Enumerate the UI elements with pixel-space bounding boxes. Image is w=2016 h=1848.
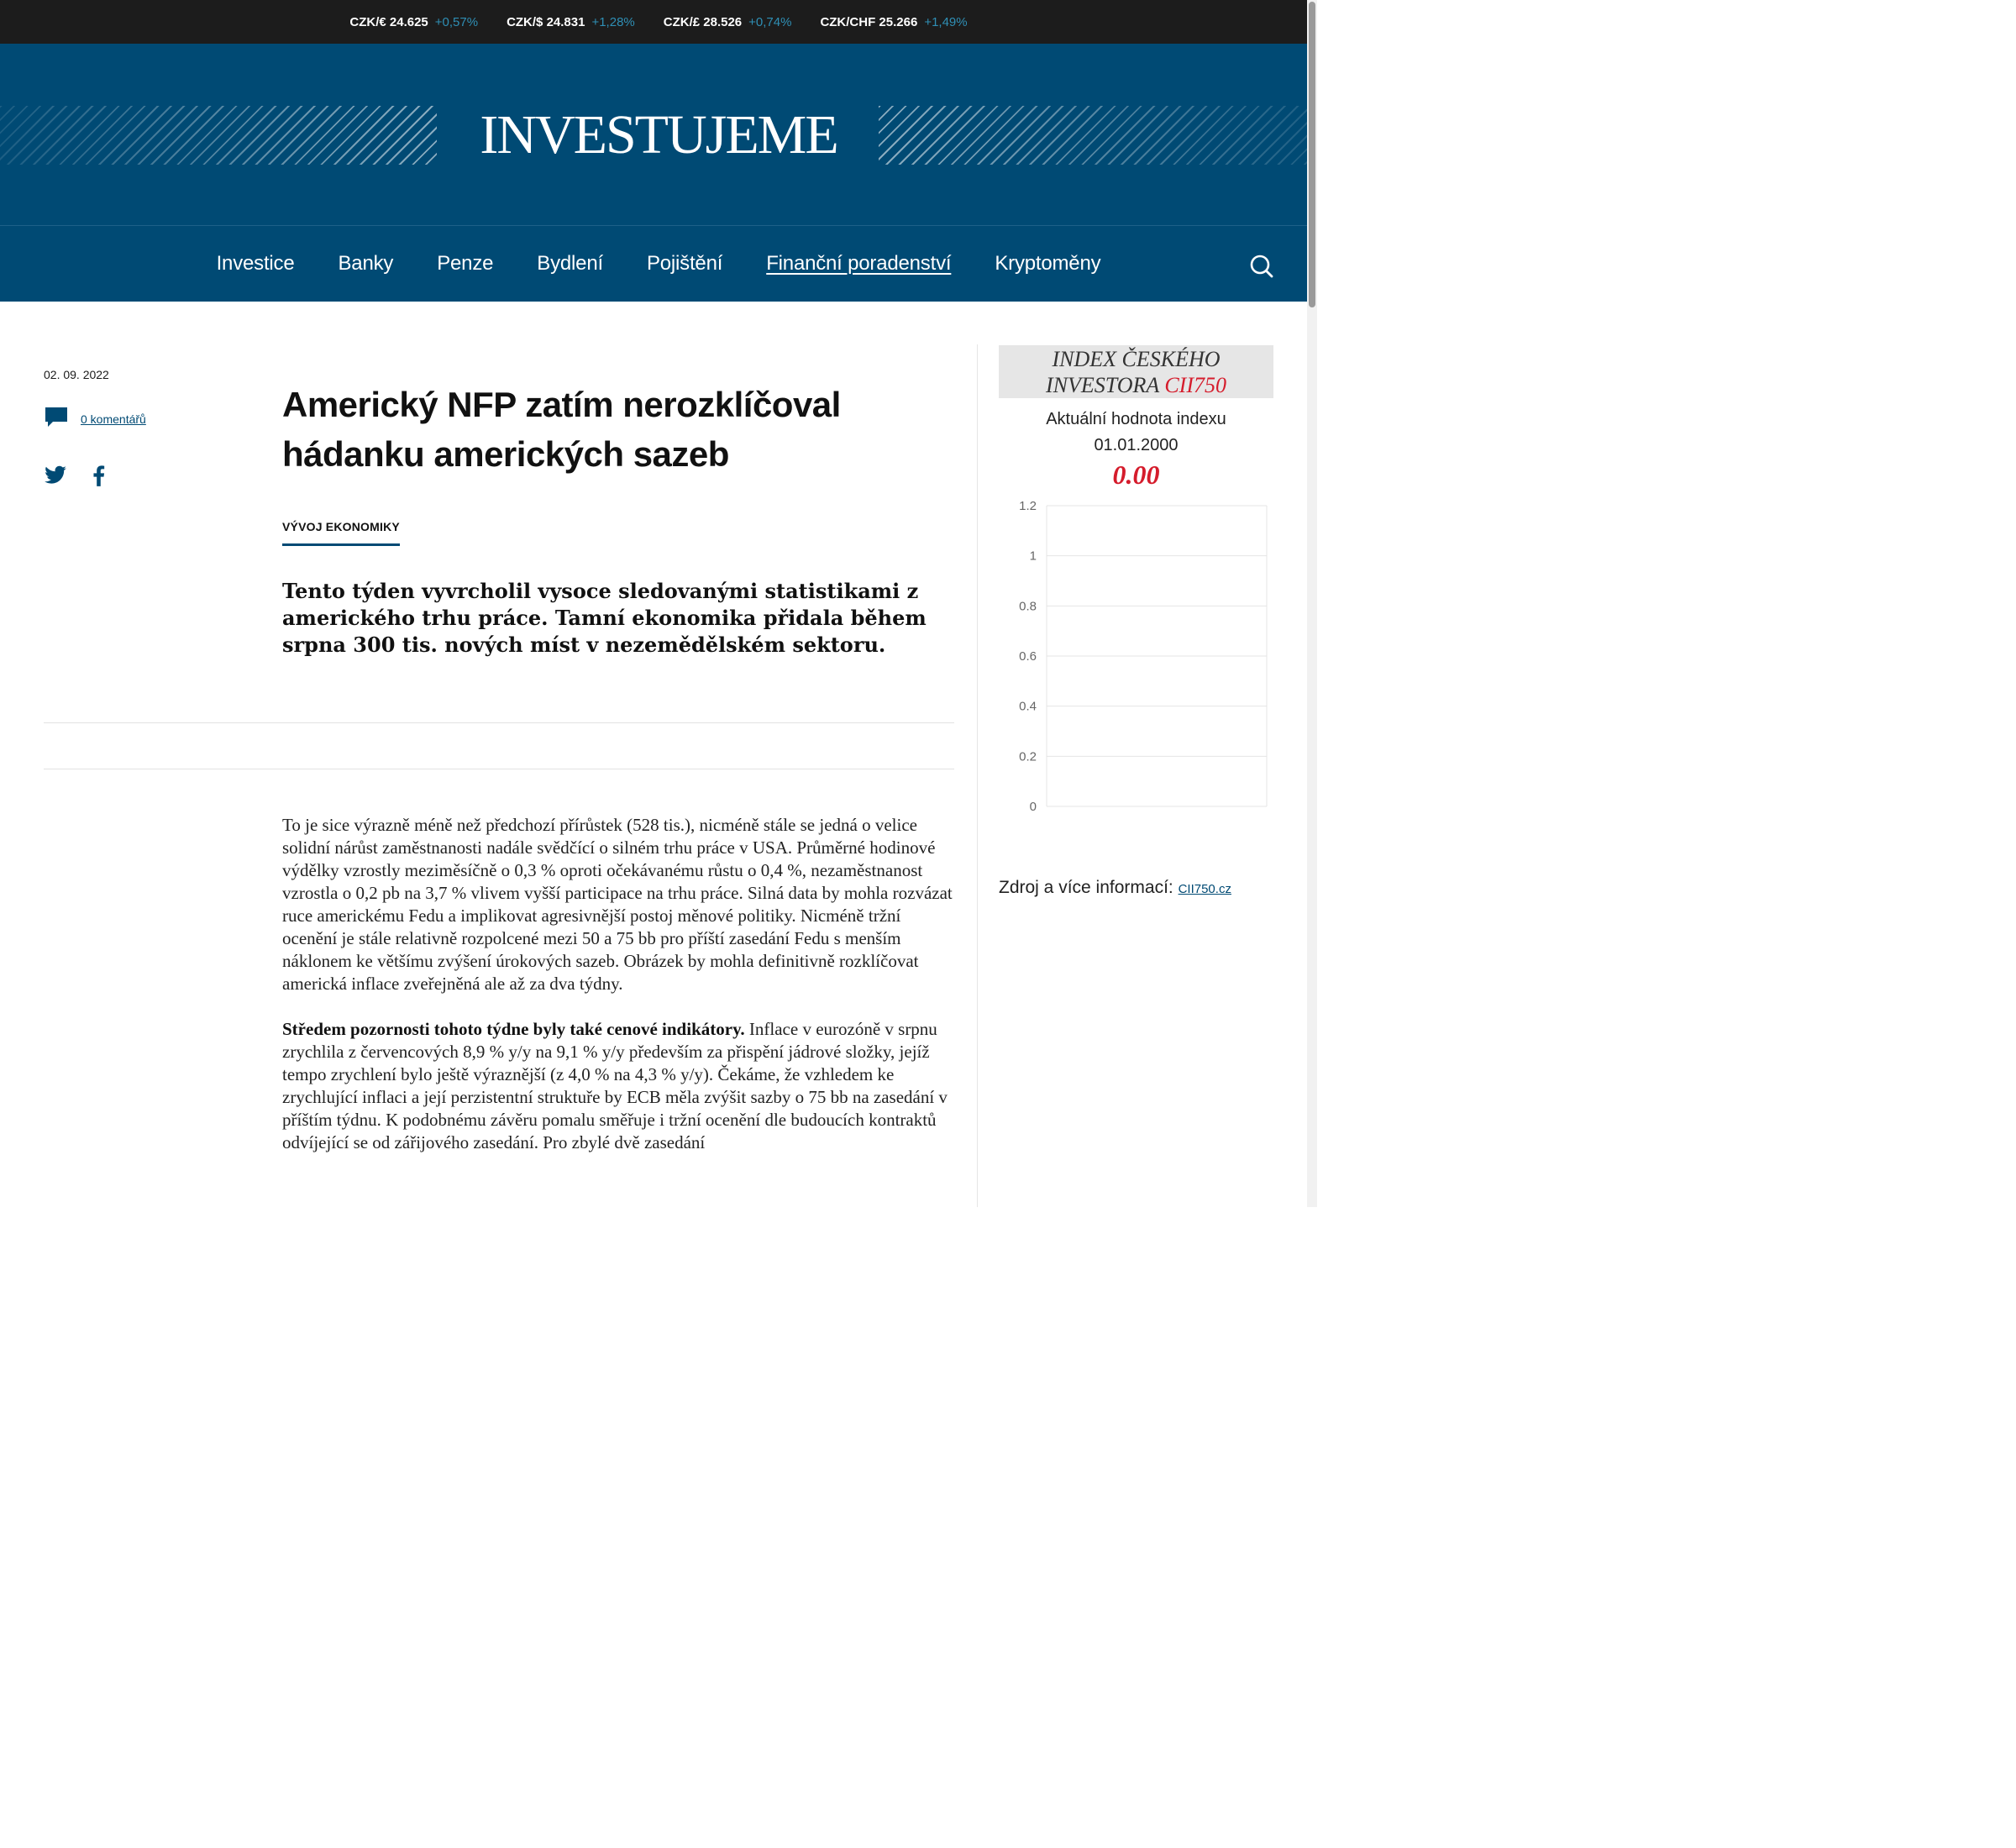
index-label: Aktuální hodnota indexu bbox=[1046, 410, 1226, 428]
paragraph-lead: Středem pozornosti tohoto týdne byly také cenové indikátory. bbox=[282, 1019, 745, 1039]
ticker-change: +1,49% bbox=[924, 14, 968, 29]
ticker-change: +1,28% bbox=[591, 14, 635, 29]
comments-count[interactable]: 0 komentářů bbox=[81, 412, 146, 426]
chart-y-tick-label: 1 bbox=[1029, 549, 1037, 564]
comment-icon bbox=[44, 405, 69, 433]
chart-y-tick-label: 0.2 bbox=[1019, 749, 1037, 764]
paragraph bbox=[282, 1018, 954, 1154]
article-perex: Tento týden vyvrcholil vysoce sledovanými statistikami z amerického trhu práce. Tamní ekonomika přidala během srpna 300 tis. nových míst v nezemědělském sektoru. bbox=[282, 579, 927, 657]
chart-y-tick-label: 0.4 bbox=[1019, 699, 1037, 714]
facebook-icon[interactable] bbox=[87, 464, 111, 491]
paragraph: To je sice výrazně méně než předchozí přírůstek (528 tis.), nicméně stále se jedná o velice solidní nárůst zaměstnanosti nadále svědčící o silném trhu práce v USA. Průměrné hodinové výdělky vzrostly meziměsíčně o 0,3 % oproti očekávanému růstu o 0,4 %, nezaměstnanost vzrostla o 0,2 pb na 3,7 % vlivem vyšší participace na trhu práce. Silná data by mohla rozvázat ruce americkému Fedu a implikovat agresivnější postoj měnové politiky. Nicméně tržní ocenění je stále relativně rozpolcené mezi 50 a 75 bb pro příští zasedání Fedu s menším náklonem ke většímu zvýšení úrokových sazeb. Obrázek by mohla definitivně rozklíčovat americká inflace zveřejněná ale až za dva týdny. bbox=[282, 815, 953, 994]
source-line bbox=[999, 878, 1231, 898]
widget-title-word: INVESTORA bbox=[1046, 373, 1159, 397]
ticker-item bbox=[664, 15, 792, 29]
nav-item-bydleni[interactable]: Bydlení bbox=[537, 252, 603, 275]
chart-y-tick-label: 0.6 bbox=[1019, 649, 1037, 664]
ticker-pair: CZK/£ 28.526 bbox=[663, 14, 743, 29]
article-date: 02. 09. 2022 bbox=[44, 368, 109, 381]
social-share bbox=[44, 464, 111, 491]
nav-item-financni-poradenstvi[interactable]: Finanční poradenství bbox=[766, 252, 952, 275]
twitter-icon[interactable] bbox=[44, 464, 67, 491]
article-category[interactable]: VÝVOJ EKONOMIKY bbox=[282, 520, 400, 546]
widget-title-line bbox=[999, 372, 1273, 398]
ticker-change: +0,74% bbox=[748, 14, 792, 29]
ticker-item bbox=[507, 15, 635, 29]
divider bbox=[44, 722, 954, 723]
nav-item-pojisteni[interactable]: Pojištění bbox=[646, 252, 723, 275]
nav-item-investice[interactable]: Investice bbox=[216, 252, 295, 275]
page-scrollbar[interactable] bbox=[1307, 0, 1317, 1207]
widget-title-line: INDEX ČESKÉHO bbox=[1052, 347, 1221, 371]
scrollbar-thumb[interactable] bbox=[1309, 2, 1315, 307]
chart-y-tick-label: 0 bbox=[1029, 800, 1037, 814]
sidebar-divider bbox=[977, 344, 978, 1207]
index-chart bbox=[999, 491, 1273, 815]
nav-item-kryptomeny[interactable]: Kryptoměny bbox=[995, 252, 1101, 275]
widget-title-code: CII750 bbox=[1164, 373, 1226, 397]
ticker-item bbox=[349, 15, 478, 29]
index-widget-title bbox=[999, 345, 1273, 398]
header-stripes-right bbox=[879, 106, 1317, 165]
comments-link[interactable] bbox=[44, 405, 146, 433]
currency-ticker bbox=[0, 0, 1317, 44]
ticker-pair: CZK/€ 24.625 bbox=[349, 14, 428, 29]
site-logo[interactable]: INVESTUJEME bbox=[480, 104, 837, 165]
paragraph-text: Inflace v eurozóně v srpnu zrychlila z červencových 8,9 % y/y na 9,1 % y/y především za přispění jádrové složky, jejíž tempo zrychlení bylo ještě výraznější (z 4,0 % na 4,3 % y/y). Čekáme, že vzhledem ke zrychlující inflaci a její perzistentní struktuře by ECB měla zvýšit sazby o 75 bb na zasedání v příštím týdnu. K podobnému závěru pomalu směřuje i tržní ocenění dle budoucích kontraktů odvíjející se od zářijového zasedání. Pro zbylé dvě zasedání bbox=[282, 1019, 948, 1152]
header-stripes-left bbox=[0, 106, 437, 165]
site-header bbox=[0, 44, 1317, 225]
index-value: 0.00 bbox=[1112, 459, 1160, 490]
ticker-change: +0,57% bbox=[434, 14, 479, 29]
article-body bbox=[282, 814, 954, 1177]
ticker-item bbox=[820, 15, 967, 29]
nav-item-banky[interactable]: Banky bbox=[338, 252, 394, 275]
search-icon[interactable] bbox=[1248, 253, 1275, 280]
ticker-pair: CZK/$ 24.831 bbox=[507, 14, 585, 29]
chart-y-tick-label: 1.2 bbox=[1019, 499, 1037, 513]
ticker-pair: CZK/CHF 25.266 bbox=[820, 14, 918, 29]
source-label: Zdroj a více informací: bbox=[999, 878, 1173, 897]
source-link[interactable]: CII750.cz bbox=[1178, 882, 1231, 896]
article-title: Americký NFP zatím nerozklíčoval hádanku amerických sazeb bbox=[282, 385, 841, 474]
main-nav bbox=[0, 225, 1317, 302]
nav-item-penze[interactable]: Penze bbox=[437, 252, 494, 275]
chart-y-tick-label: 0.8 bbox=[1019, 599, 1037, 614]
index-date: 01.01.2000 bbox=[1094, 436, 1179, 454]
